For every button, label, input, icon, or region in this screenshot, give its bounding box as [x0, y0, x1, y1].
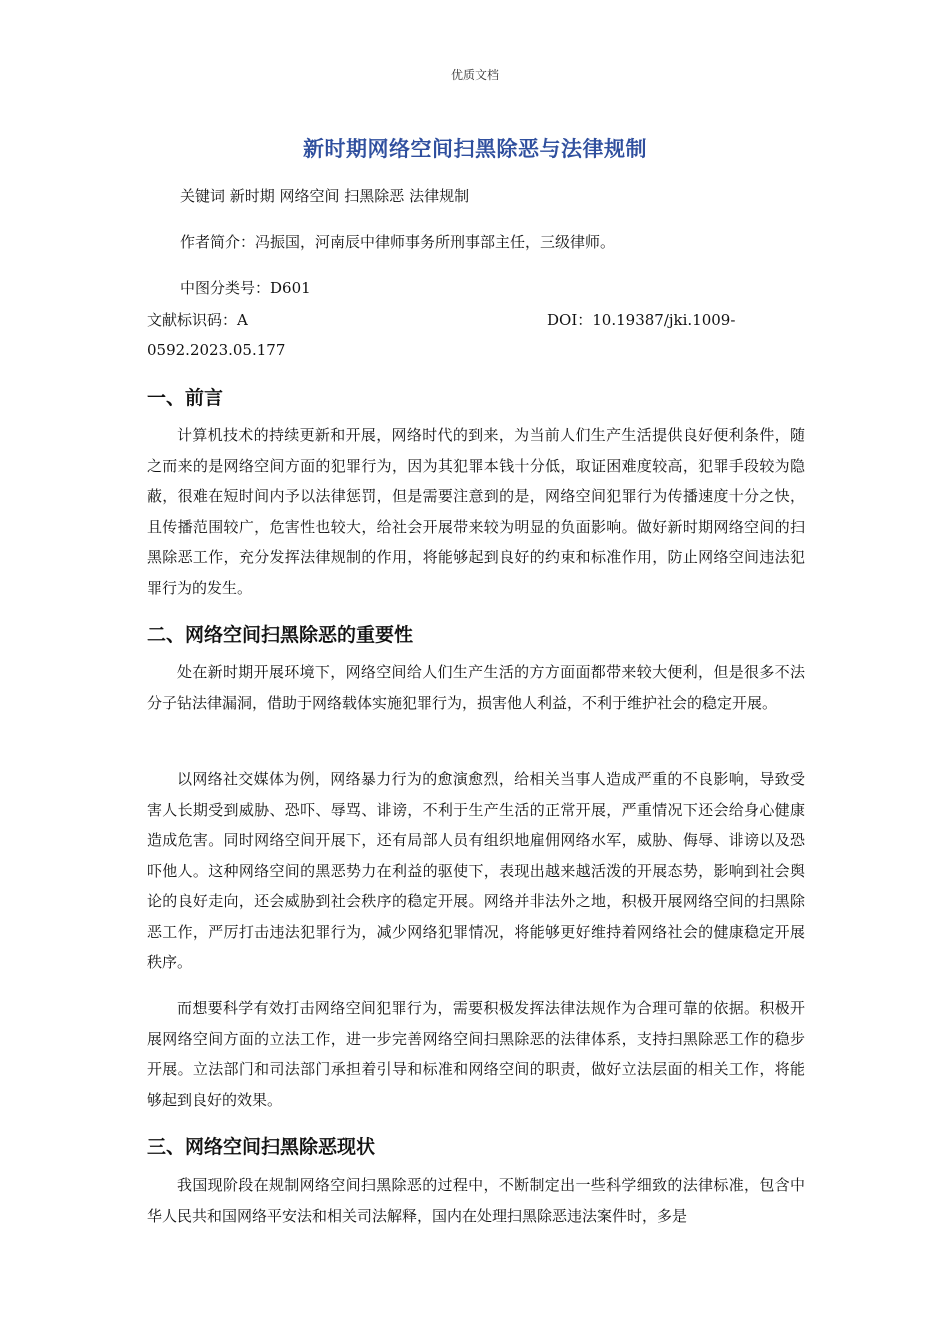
paragraph: 计算机技术的持续更新和开展，网络时代的到来，为当前人们生产生活提供良好便利条件，随之而来的是网络空间方面的犯罪行为，因为其犯罪本钱十分低，取证困难度较高，犯罪手段较为隐蔽，很难在短时间内予以法律惩罚，但是需要注意到的是，网络空间犯罪行为传播速度十分之快，且传播范围较广，危害性也较大，给社会开展带来较为明显的负面影响。做好新时期网络空间的扫黑除恶工作，充分发挥法律规制的作用，将能够起到良好的约束和标准作用，防止网络空间违法犯罪行为的发生。 [147, 426, 805, 597]
paragraph: 而想要科学有效打击网络空间犯罪行为，需要积极发挥法律法规作为合理可靠的依据。积极开展网络空间方面的立法工作，进一步完善网络空间扫黑除恶的法律体系，支持扫黑除恶工作的稳步开展。立法部门和司法部门承担着引导和标准和网络空间的职责，做好立法层面的相关工作，将能够起到良好的效果。 [147, 999, 805, 1109]
paragraph: 处在新时期开展环境下，网络空间给人们生产生活的方方面面都带来较大便利，但是很多不法分子钻法律漏洞，借助于网络载体实施犯罪行为，损害他人利益，不利于维护社会的稳定开展。 [147, 663, 805, 712]
paragraph: 以网络社交媒体为例，网络暴力行为的愈演愈烈，给相关当事人造成严重的不良影响，导致受害人长期受到威胁、恐吓、辱骂、诽谤，不利于生产生活的正常开展，严重情况下还会给身心健康造成危害。同时网络空间开展下，还有局部人员有组织地雇佣网络水军，威胁、侮辱、诽谤以及恐吓他人。这种网络空间的黑恶势力在利益的驱使下，表现出越来越活泼的开展态势，影响到社会舆论的良好走向，还会威胁到社会秩序的稳定开展。网络并非法外之地，积极开展网络空间的扫黑除恶工作，严厉打击违法犯罪行为，减少网络犯罪情况，将能够更好维持着网络社会的健康稳定开展秩序。 [147, 770, 805, 971]
document-title: 新时期网络空间扫黑除恶与法律规制 [303, 137, 647, 161]
doi-continuation: 0592.2023.05.177 [147, 341, 286, 359]
section-heading: 二、网络空间扫黑除恶的重要性 [147, 624, 414, 646]
section-heading: 一、前言 [147, 387, 224, 409]
paragraph: 我国现阶段在规制网络空间扫黑除恶的过程中，不断制定出一些科学细致的法律标准，包含中华人民共和国网络平安法和相关司法解释，国内在处理扫黑除恶违法案件时，多是 [147, 1176, 805, 1225]
author-line: 作者简介：冯振国，河南辰中律师事务所刑事部主任，三级律师。 [180, 233, 616, 251]
keywords-line: 关键词 新时期 网络空间 扫黑除恶 法律规制 [180, 187, 470, 205]
doi-line: DOI：10.19387/jki.1009- [547, 311, 736, 329]
doc-code-line: 文献标识码：A [147, 311, 248, 329]
clc-line: 中图分类号：D601 [180, 279, 311, 297]
header-note: 优质文档 [450, 68, 499, 82]
section-heading: 三、网络空间扫黑除恶现状 [147, 1136, 376, 1158]
